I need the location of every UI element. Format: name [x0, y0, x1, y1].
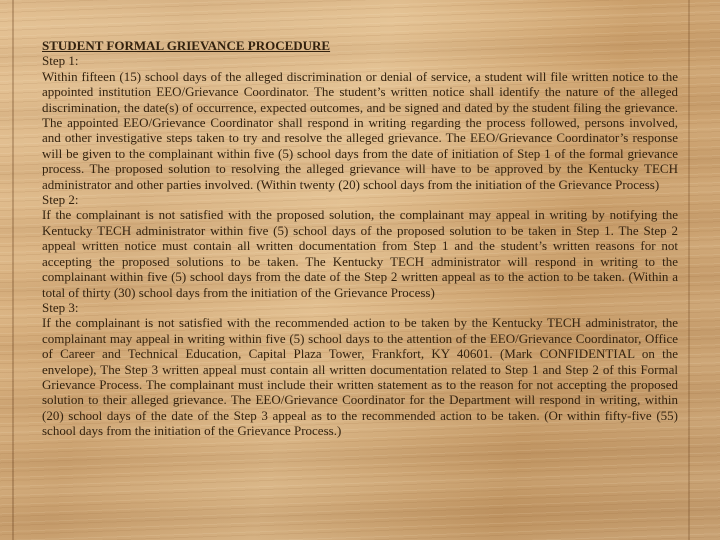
step-1-body: Within fifteen (15) school days of the alleged discrimination or denial of service, a student will file written notice to the appointed institution EEO/Grievance Coordinator. The student’s written notice shall identify the nature of the alleged discrimination, the date(s) of occurrence, expected outcomes, and be signed and dated by the student filing the grievance. The appointed EEO/Grievance Coordinator shall respond in writing regarding the process followed, persons involved, and other investigative steps taken to try and resolve the alleged grievance. The EEO/Grievance Coordinator’s response will be given to the complainant within five (5) school days from the date of initiation of Step 1 of the formal grievance process. The proposed solution to resolving the alleged grievance will have to be approved by the Kentucky TECH administrator and other parties involved. (Within twenty (20) school days from the initiation of the Grievance Process): [42, 68, 678, 192]
step-3-section: [42, 300, 678, 439]
slide-title: STUDENT FORMAL GRIEVANCE PROCEDURE: [42, 38, 331, 53]
step-2-heading: Step 2:: [42, 192, 79, 208]
step-1-section: [42, 53, 678, 192]
step-3-body: If the complainant is not satisfied with the recommended action to be taken by the Kentucky TECH administrator, the complainant may appeal in writing within five (5) school days to the attention of the EEO/Grievance Coordinator, Office of Career and Technical Education, Capital Plaza Tower, Frankfort, KY 40601. (Mark CONFIDENTIAL on the envelope), The Step 3 written appeal must contain all written documentation related to Step 1 and Step 2 of this Formal Grievance Process. The complainant must include their written statement as to the reason for not accepting the proposed solution to their alleged grievance. The EEO/Grievance Coordinator for the Department will respond in writing, within (20) school days of the date of the Step 3 appeal as to the recommended action to be taken. (Or within fifty-five (55) school days from the initiation of the Grievance Process.): [42, 315, 678, 439]
step-2-body: If the complainant is not satisfied with the proposed solution, the complainant may appeal in writing by notifying the Kentucky TECH administrator within five (5) school days of the proposed solution to be taken in Step 1. The Step 2 appeal written notice must contain all written documentation from Step 1 and the student’s written reasons for not accepting the proposed solutions to be taken. The Kentucky TECH administrator will respond in writing to the complainant within five (5) school days from the date of the Step 2 written appeal as to the action to be taken. (Within a total of thirty (30) school days from the initiation of the Grievance Process): [42, 207, 678, 300]
step-2-section: [42, 192, 678, 300]
step-3-heading: Step 3:: [42, 299, 79, 315]
step-1-heading: Step 1:: [42, 53, 79, 69]
slide-content: [42, 38, 678, 439]
